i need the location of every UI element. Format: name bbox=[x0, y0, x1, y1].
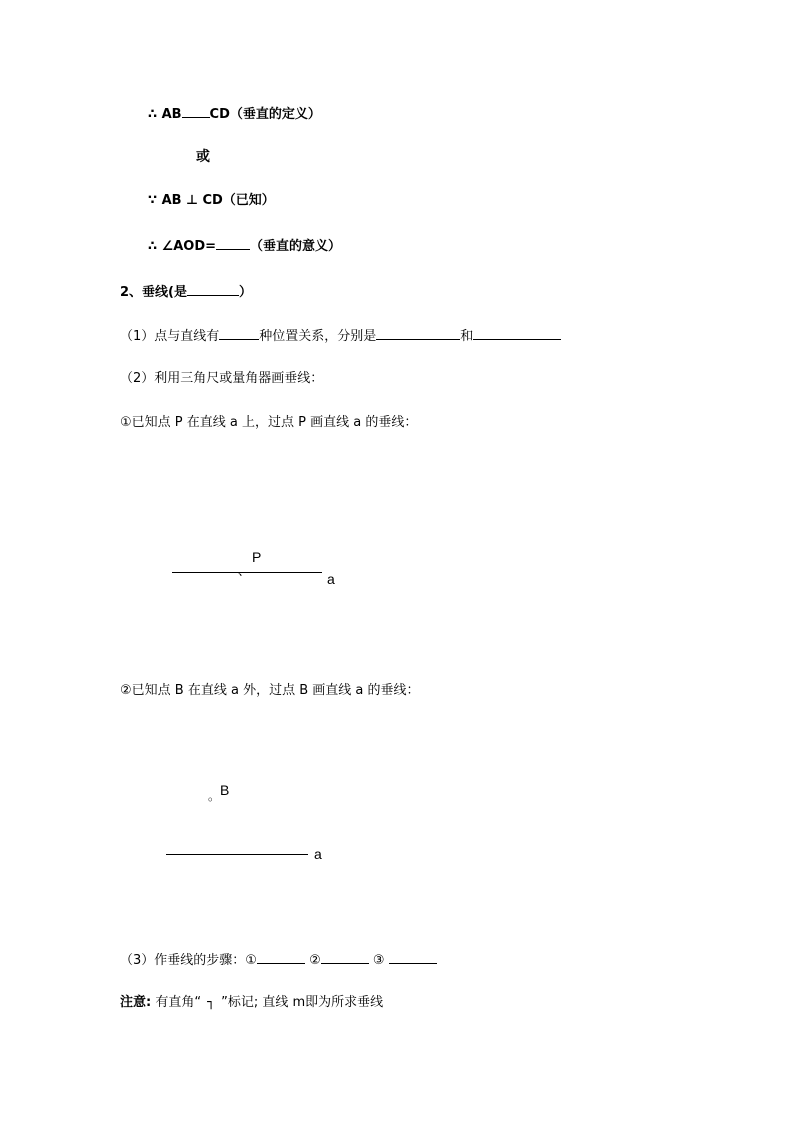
proof-line-because: ∵ AB ⊥ CD（已知） bbox=[148, 193, 275, 208]
item-2: （2）利用三角尺或量角器画垂线： bbox=[120, 371, 324, 386]
case-2-text: ②已知点 B 在直线 a 外，过点 B 画直线 a 的垂线： bbox=[120, 683, 420, 698]
or-text: 或 bbox=[196, 149, 210, 165]
note-label: 注意: bbox=[120, 995, 152, 1010]
line-a-label: a bbox=[314, 846, 322, 862]
proof-text: ∴ ∠AOD= bbox=[148, 239, 217, 254]
item-1 bbox=[120, 327, 561, 345]
case-1-text: ①已知点 P 在直线 a 上，过点 P 画直线 a 的垂线： bbox=[120, 415, 418, 430]
step-2-marker: ② bbox=[309, 953, 321, 968]
item-text: 种位置关系，分别是 bbox=[259, 329, 377, 344]
item-text: （1）点与直线有 bbox=[120, 329, 220, 344]
answer-blank[interactable] bbox=[182, 105, 210, 118]
point-b-mark: 。 bbox=[208, 789, 221, 803]
point-p-label: P bbox=[252, 549, 262, 565]
item-3 bbox=[120, 951, 437, 969]
item-text: （3）作垂线的步骤： bbox=[120, 953, 246, 968]
step-3-marker: ③ bbox=[372, 953, 385, 968]
right-angle-symbol: ┐ bbox=[207, 995, 215, 1010]
point-b-label: B bbox=[220, 782, 230, 798]
answer-blank[interactable] bbox=[257, 951, 305, 964]
proof-text: （垂直的意义） bbox=[250, 239, 342, 254]
line-a-label: a bbox=[327, 571, 335, 587]
line-a bbox=[166, 854, 308, 855]
answer-blank[interactable] bbox=[187, 283, 239, 296]
section-title-text: ） bbox=[239, 285, 253, 300]
proof-text: CD（垂直的定义） bbox=[209, 107, 321, 122]
step-1-marker: ① bbox=[245, 953, 257, 968]
answer-blank[interactable] bbox=[321, 951, 369, 964]
note bbox=[120, 995, 383, 1011]
section-title-text: 2、垂线(是 bbox=[120, 285, 187, 300]
answer-blank[interactable] bbox=[389, 951, 437, 964]
answer-blank[interactable] bbox=[473, 327, 561, 340]
proof-line-therefore-1 bbox=[148, 105, 321, 123]
proof-line-therefore-2 bbox=[148, 237, 341, 255]
point-p-mark: 、 bbox=[238, 564, 251, 578]
section-2-title bbox=[120, 283, 252, 301]
answer-blank[interactable] bbox=[219, 327, 259, 340]
item-text: 和 bbox=[460, 329, 474, 344]
answer-blank[interactable] bbox=[376, 327, 460, 340]
answer-blank[interactable] bbox=[216, 237, 250, 250]
proof-text: ∴ AB bbox=[148, 107, 182, 122]
note-text: ”标记; 直线 m即为所求垂线 bbox=[221, 995, 384, 1010]
note-text: 有直角“ bbox=[155, 995, 202, 1010]
